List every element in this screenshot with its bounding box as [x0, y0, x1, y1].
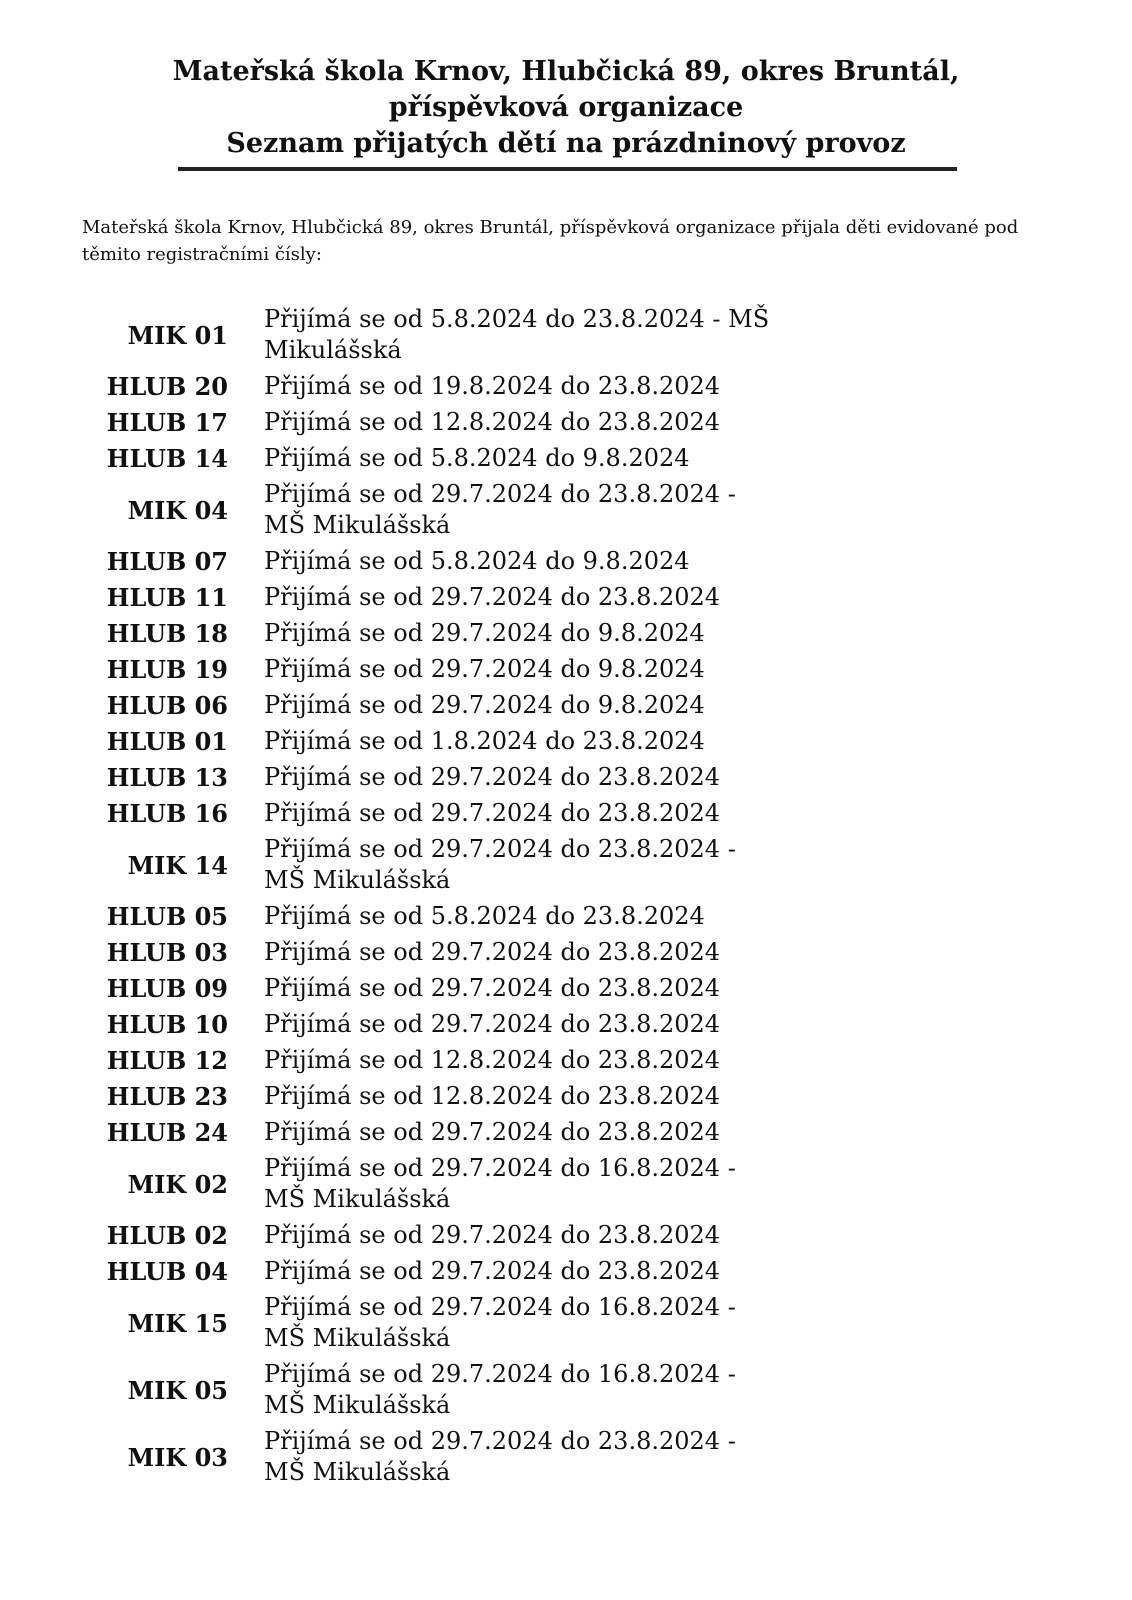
registration-code: MIK 04: [127, 495, 228, 525]
list-item: [0, 304, 1132, 366]
registration-code: MIK 15: [127, 1308, 228, 1338]
admission-period: Přijímá se od 29.7.2024 do 23.8.2024 - MŠ Mikulášská: [264, 835, 736, 894]
registration-code: HLUB 05: [106, 902, 228, 931]
document-title: Seznam přijatých dětí na prázdninový provoz: [226, 128, 906, 159]
list-item: [0, 1220, 1132, 1251]
list-item: [0, 726, 1132, 757]
list-item: [0, 443, 1132, 474]
registration-code: HLUB 02: [106, 1221, 228, 1250]
registration-code: HLUB 04: [106, 1257, 228, 1286]
admission-period: Přijímá se od 29.7.2024 do 23.8.2024: [264, 938, 721, 966]
registration-code: HLUB 20: [106, 372, 228, 401]
admission-period: Přijímá se od 29.7.2024 do 23.8.2024: [264, 583, 721, 611]
admission-period: Přijímá se od 29.7.2024 do 9.8.2024: [264, 619, 705, 647]
admission-period: Přijímá se od 19.8.2024 do 23.8.2024: [264, 372, 721, 400]
admission-period: Přijímá se od 29.7.2024 do 23.8.2024 - MŠ Mikulášská: [264, 480, 736, 539]
list-item: [0, 618, 1132, 649]
admission-period: Přijímá se od 29.7.2024 do 16.8.2024 - MŠ Mikulášská: [264, 1360, 736, 1419]
list-item: [0, 1426, 1132, 1488]
admission-period: Přijímá se od 29.7.2024 do 23.8.2024: [264, 799, 721, 827]
admission-period: Přijímá se od 5.8.2024 do 23.8.2024: [264, 902, 705, 930]
registration-code: HLUB 14: [106, 444, 228, 473]
list-item: [0, 654, 1132, 685]
admission-period: Přijímá se od 29.7.2024 do 23.8.2024: [264, 763, 721, 791]
registration-code: HLUB 11: [106, 583, 228, 612]
list-item: [0, 1009, 1132, 1040]
admission-period: Přijímá se od 12.8.2024 do 23.8.2024: [264, 408, 721, 436]
list-item: [0, 973, 1132, 1004]
list-item: [0, 834, 1132, 896]
admission-period: Přijímá se od 29.7.2024 do 16.8.2024 - MŠ Mikulášská: [264, 1154, 736, 1213]
list-item: [0, 1292, 1132, 1354]
registration-code: HLUB 19: [106, 655, 228, 684]
list-item: [0, 371, 1132, 402]
title-underline: [178, 167, 957, 171]
registration-list: [0, 304, 1132, 1493]
registration-code: HLUB 09: [106, 974, 228, 1003]
registration-code: HLUB 03: [106, 938, 228, 967]
admission-period: Přijímá se od 12.8.2024 do 23.8.2024: [264, 1082, 721, 1110]
admission-period: Přijímá se od 5.8.2024 do 23.8.2024 - MŠ Mikulášská: [264, 305, 770, 364]
admission-period: Přijímá se od 29.7.2024 do 9.8.2024: [264, 691, 705, 719]
intro-paragraph: Mateřská škola Krnov, Hlubčická 89, okres Bruntál, příspěvková organizace přijala děti evidované pod těmito registračními čísly:: [82, 217, 1019, 265]
admission-period: Přijímá se od 29.7.2024 do 23.8.2024: [264, 1257, 721, 1285]
school-name-line: Mateřská škola Krnov, Hlubčická 89, okres Bruntál,: [172, 56, 960, 87]
admission-period: Přijímá se od 5.8.2024 do 9.8.2024: [264, 444, 690, 472]
list-item: [0, 901, 1132, 932]
registration-code: MIK 03: [127, 1442, 228, 1472]
registration-code: HLUB 07: [106, 547, 228, 576]
registration-code: HLUB 18: [106, 619, 228, 648]
registration-code: HLUB 01: [106, 727, 228, 756]
admission-period: Přijímá se od 29.7.2024 do 23.8.2024: [264, 974, 721, 1002]
list-item: [0, 798, 1132, 829]
registration-code: HLUB 24: [106, 1118, 228, 1147]
list-item: [0, 1117, 1132, 1148]
admission-period: Přijímá se od 29.7.2024 do 16.8.2024 - MŠ Mikulášská: [264, 1293, 736, 1352]
registration-code: MIK 05: [127, 1375, 228, 1405]
organization-type-line: příspěvková organizace: [388, 92, 744, 123]
admission-period: Přijímá se od 29.7.2024 do 9.8.2024: [264, 655, 705, 683]
registration-code: HLUB 06: [106, 691, 228, 720]
registration-code: MIK 01: [127, 320, 228, 350]
registration-code: HLUB 10: [106, 1010, 228, 1039]
admission-period: Přijímá se od 29.7.2024 do 23.8.2024: [264, 1221, 721, 1249]
registration-code: MIK 02: [127, 1169, 228, 1199]
list-item: [0, 582, 1132, 613]
registration-code: HLUB 23: [106, 1082, 228, 1111]
admission-period: Přijímá se od 5.8.2024 do 9.8.2024: [264, 547, 690, 575]
registration-code: HLUB 12: [106, 1046, 228, 1075]
admission-period: Přijímá se od 29.7.2024 do 23.8.2024 - MŠ Mikulášská: [264, 1427, 736, 1486]
list-item: [0, 407, 1132, 438]
admission-period: Přijímá se od 1.8.2024 do 23.8.2024: [264, 727, 705, 755]
document-header: [0, 54, 1132, 162]
admission-period: Přijímá se od 12.8.2024 do 23.8.2024: [264, 1046, 721, 1074]
registration-code: HLUB 17: [106, 408, 228, 437]
list-item: [0, 1256, 1132, 1287]
registration-code: MIK 14: [127, 850, 228, 880]
list-item: [0, 1359, 1132, 1421]
list-item: [0, 762, 1132, 793]
admission-period: Přijímá se od 29.7.2024 do 23.8.2024: [264, 1010, 721, 1038]
list-item: [0, 937, 1132, 968]
list-item: [0, 1045, 1132, 1076]
list-item: [0, 1081, 1132, 1112]
registration-code: HLUB 13: [106, 763, 228, 792]
list-item: [0, 479, 1132, 541]
list-item: [0, 1153, 1132, 1215]
registration-code: HLUB 16: [106, 799, 228, 828]
list-item: [0, 690, 1132, 721]
admission-period: Přijímá se od 29.7.2024 do 23.8.2024: [264, 1118, 721, 1146]
list-item: [0, 546, 1132, 577]
